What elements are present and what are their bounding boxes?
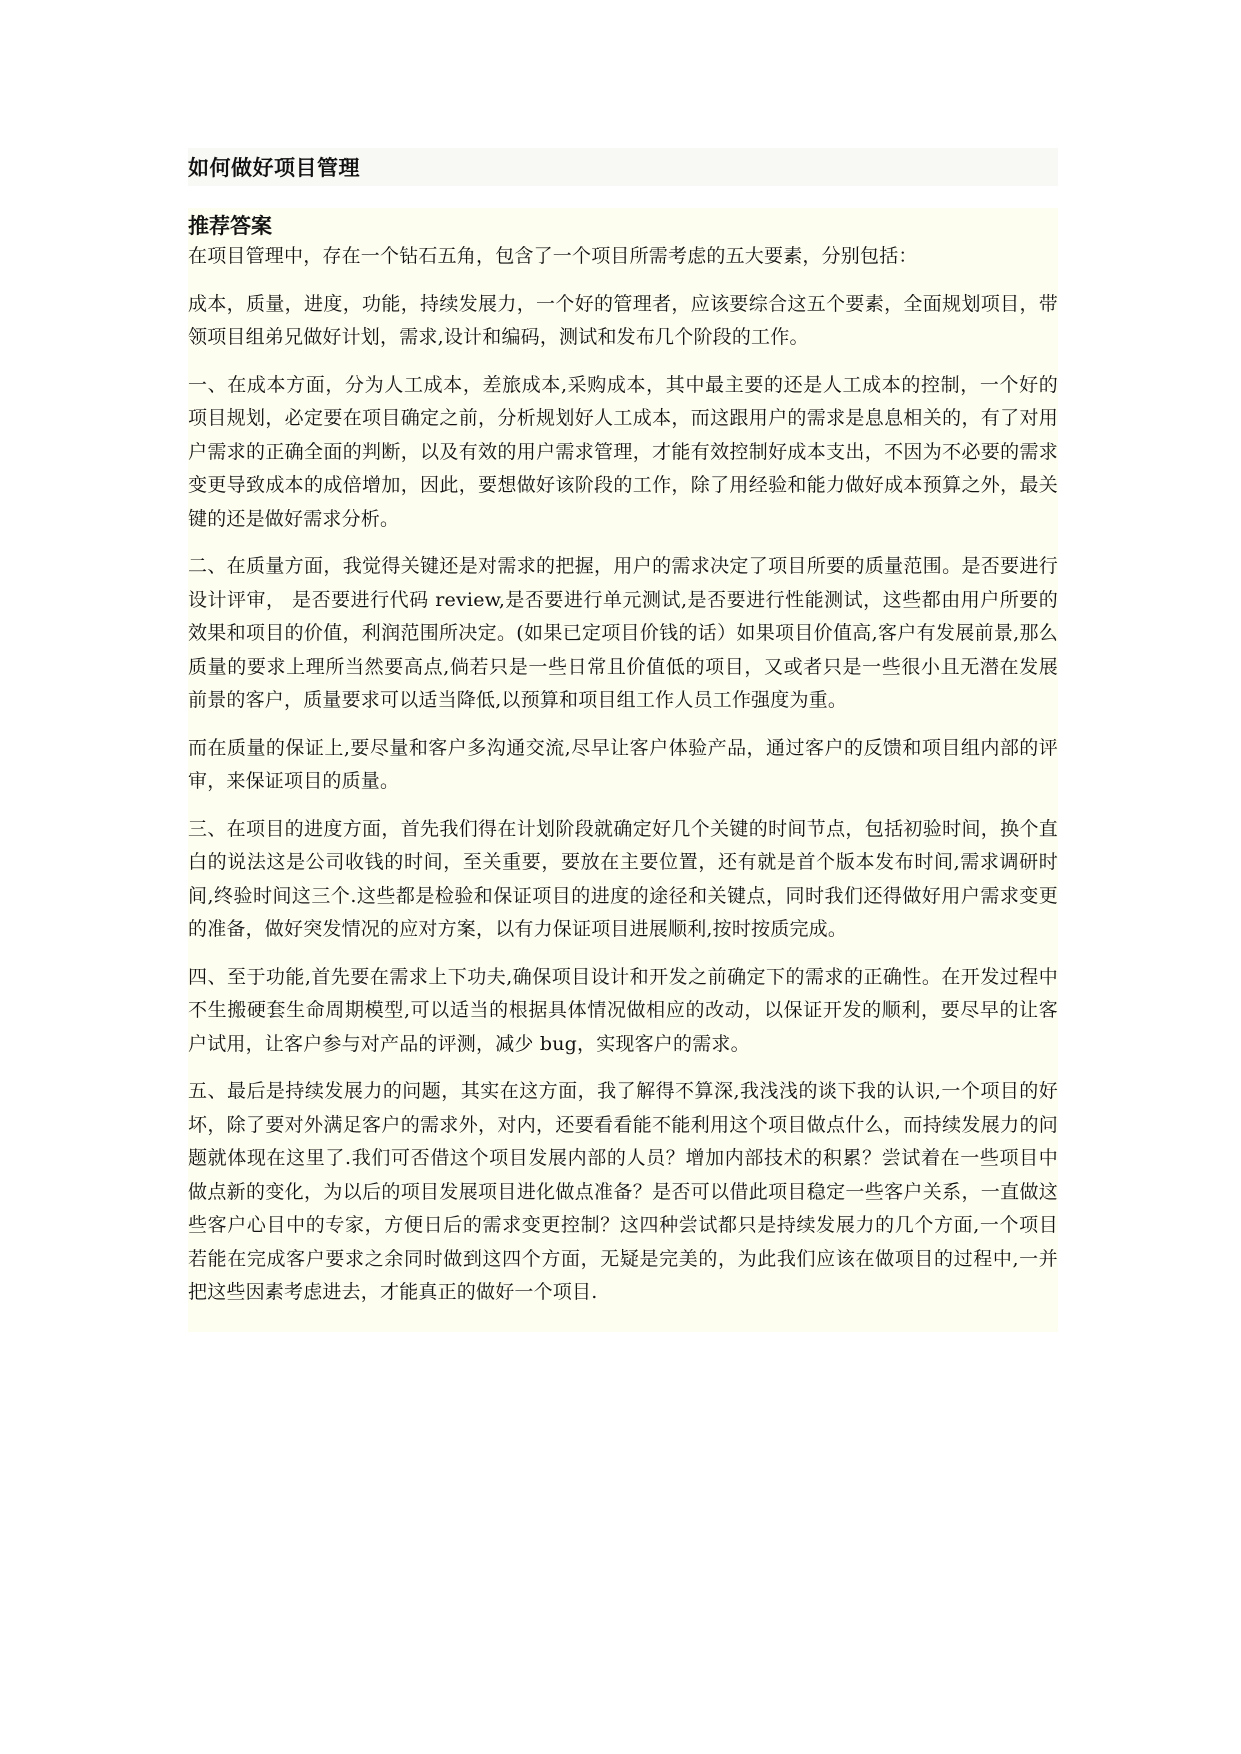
paragraph-intro: 在项目管理中，存在一个钻石五角，包含了一个项目所需考虑的五大要素，分别包括：: [188, 245, 918, 267]
paragraph-sustainability: 五、最后是持续发展力的问题，其实在这方面，我了解得不算深,我浅浅的谈下我的认识,一个项目的好坏，除了要对外满足客户的需求外，对内，还要看看能不能利用这个项目做点什么，而持续发展力的问题就体现在这里了.我们可否借这个项目发展内部的人员？增加内部技术的积累？尝试着在一些项目中做点新的变化，为以后的项目发展项目进化做点准备？是否可以借此项目稳定一些客户关系，一直做这些客户心目中的专家，方便日后的需求变更控制？这四种尝试都只是持续发展力的几个方面,一个项目若能在完成客户要求之余同时做到这四个方面，无疑是完美的，为此我们应该在做项目的过程中,一并把这些因素考虑进去，才能真正的做好一个项目.: [188, 1080, 1058, 1303]
document-title: 如何做好项目管理: [188, 156, 360, 180]
paragraph-quality: 二、在质量方面，我觉得关键还是对需求的把握，用户的需求决定了项目所要的质量范围。是否要进行设计评审， 是否要进行代码 review,是否要进行单元测试,是否要进行性能测试，这些都由用户所要的效果和项目的价值，利润范围所决定。(如果已定项目价钱的话）如果项目价值高,客户有发展前景,那么质量的要求上理所当然要高点,倘若只是一些日常且价值低的项目，又或者只是一些很小且无潜在发展前景的客户，质量要求可以适当降低,以预算和项目组工作人员工作强度为重。: [188, 555, 1058, 711]
document-body: [188, 148, 1058, 1332]
answer-block: [188, 208, 1058, 1332]
paragraph-quality-assurance: 而在质量的保证上,要尽量和客户多沟通交流,尽早让客户体验产品，通过客户的反馈和项目组内部的评审，来保证项目的质量。: [188, 736, 1058, 792]
answer-heading: 推荐答案: [188, 214, 272, 238]
paragraph-function: 四、至于功能,首先要在需求上下功夫,确保项目设计和开发之前确定下的需求的正确性。在开发过程中不生搬硬套生命周期模型,可以适当的根据具体情况做相应的改动，以保证开发的顺利，要尽早的让客户试用，让客户参与对产品的评测，减少 bug，实现客户的需求。: [188, 965, 1058, 1055]
paragraph-schedule: 三、在项目的进度方面，首先我们得在计划阶段就确定好几个关键的时间节点，包括初验时间，换个直白的说法这是公司收钱的时间，至关重要，要放在主要位置，还有就是首个版本发布时间,需求调研时间,终验时间这三个.这些都是检验和保证项目的进度的途径和关键点，同时我们还得做好用户需求变更的准备，做好突发情况的应对方案，以有力保证项目进展顺利,按时按质完成。: [188, 817, 1058, 940]
paragraph-cost: 一、在成本方面，分为人工成本，差旅成本,采购成本，其中最主要的还是人工成本的控制，一个好的项目规划，必定要在项目确定之前，分析规划好人工成本，而这跟用户的需求是息息相关的，有了对用户需求的正确全面的判断，以及有效的用户需求管理，才能有效控制好成本支出，不因为不必要的需求变更导致成本的成倍增加，因此，要想做好该阶段的工作，除了用经验和能力做好成本预算之外，最关键的还是做好需求分析。: [188, 373, 1058, 530]
title-band: [188, 148, 1058, 186]
paragraph-elements: 成本，质量，进度，功能，持续发展力，一个好的管理者，应该要综合这五个要素，全面规划项目，带领项目组弟兄做好计划，需求,设计和编码，测试和发布几个阶段的工作。: [188, 292, 1058, 348]
